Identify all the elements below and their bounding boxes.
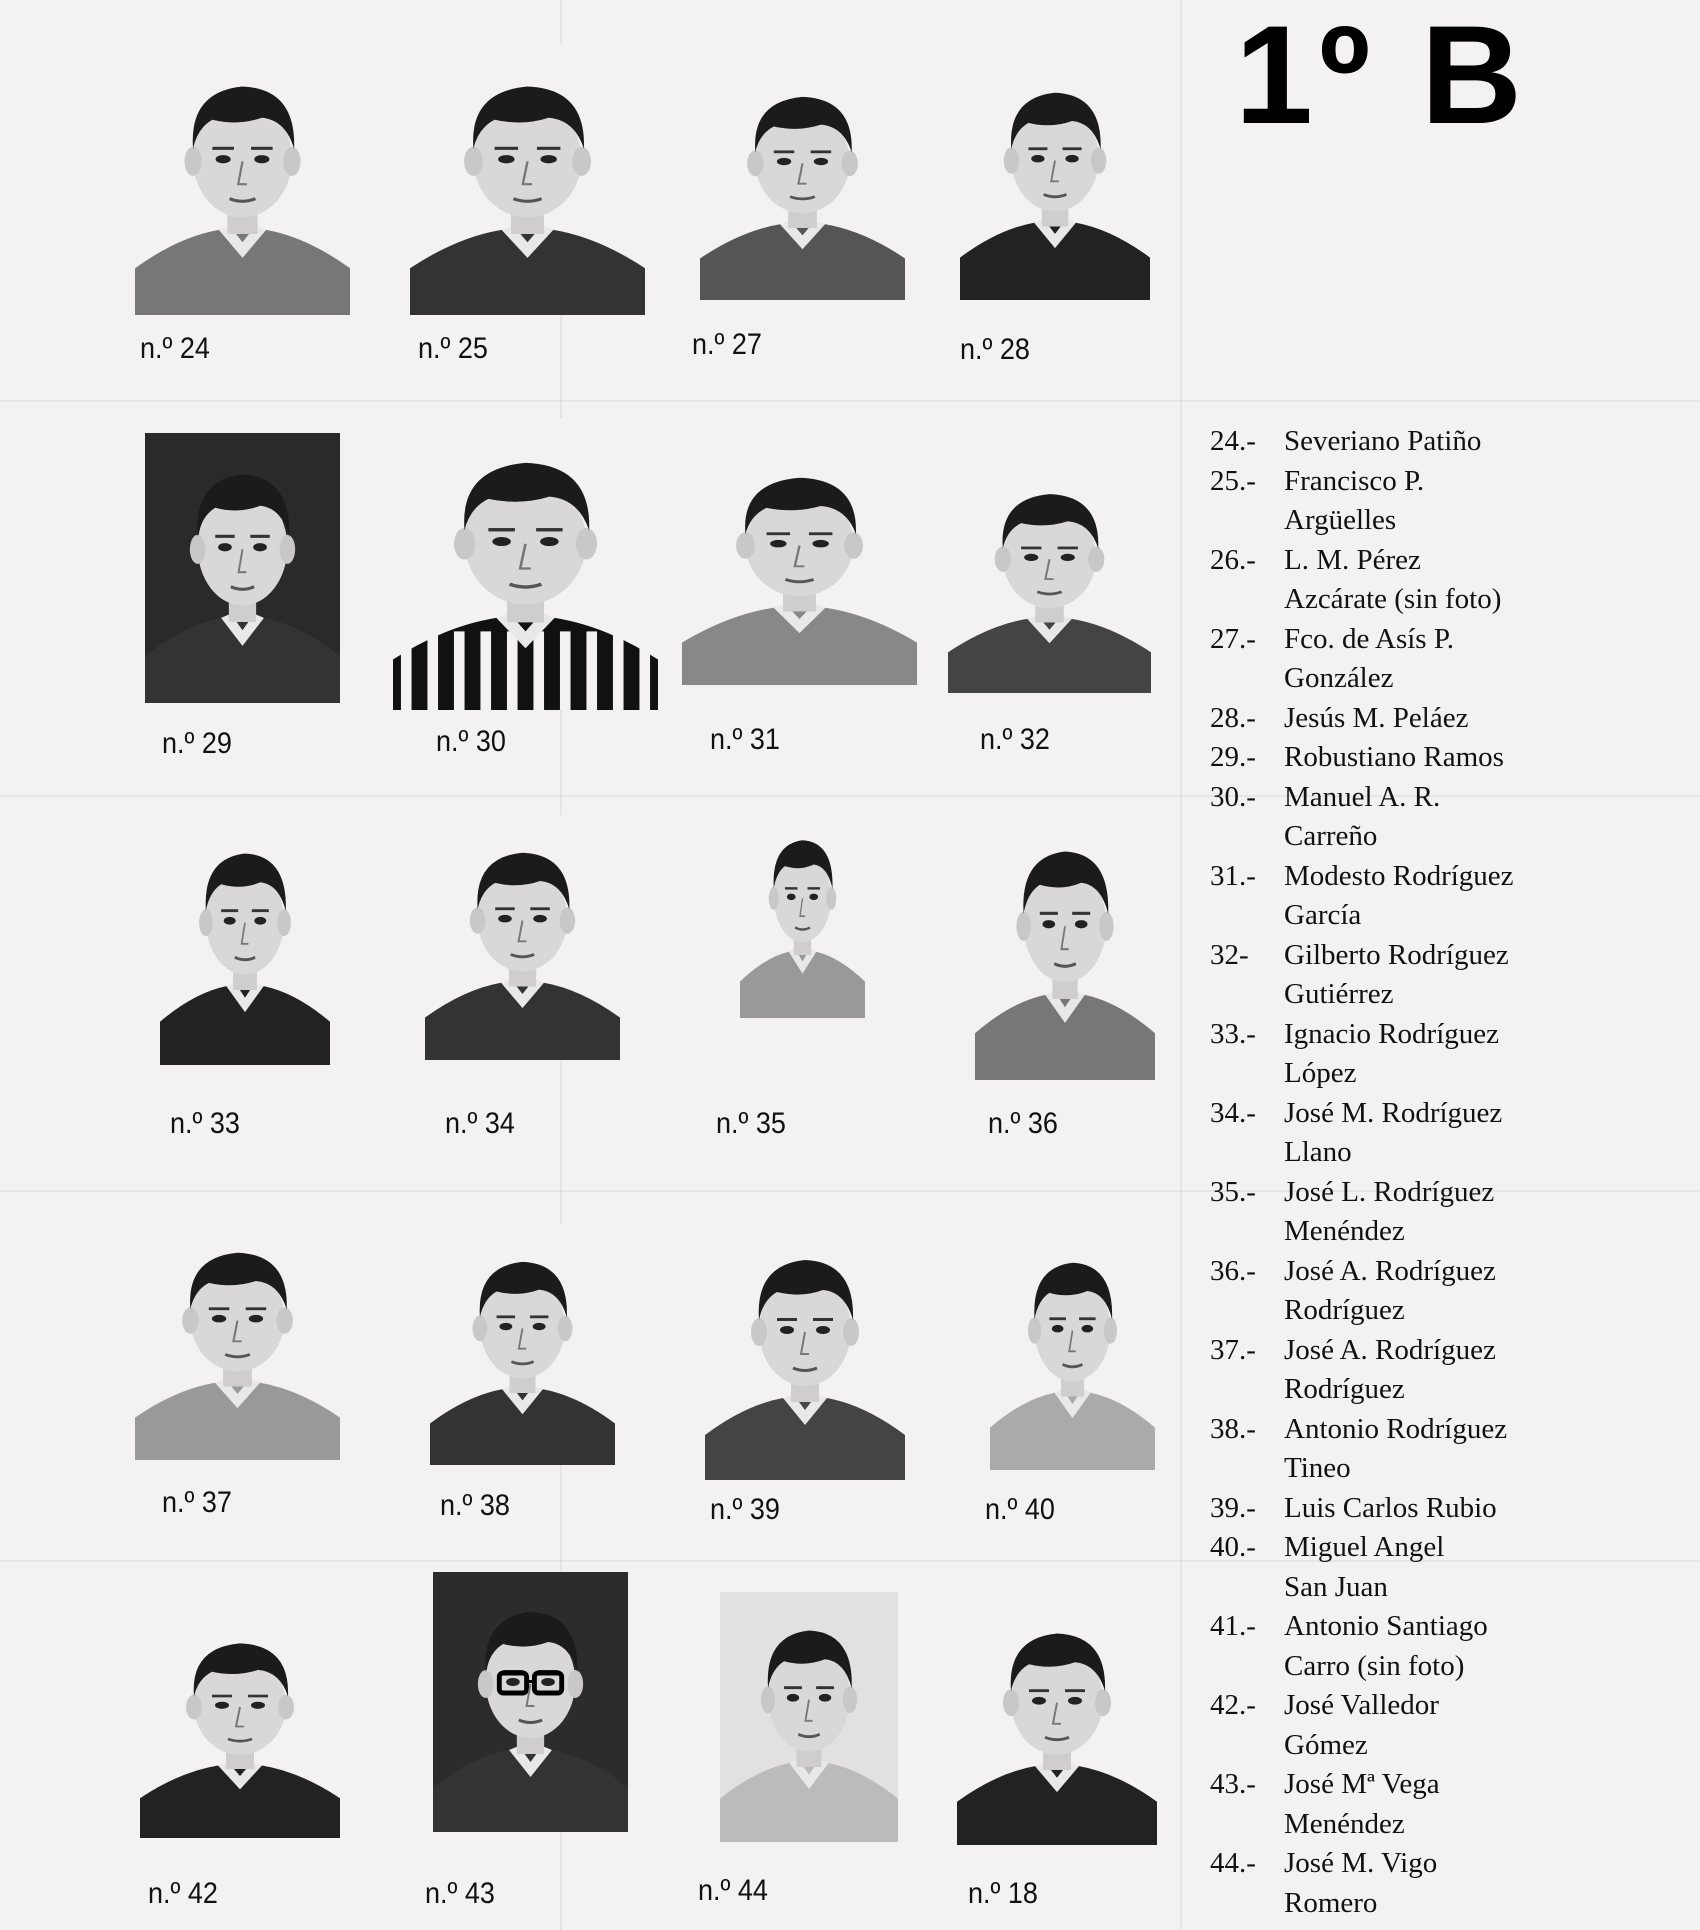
- roster-entry: [1210, 1331, 1680, 1410]
- student-photo: [720, 1592, 898, 1842]
- roster-number: 30.-: [1210, 780, 1256, 813]
- student-photo: [957, 1595, 1157, 1845]
- roster-name-line: Gilberto Rodríguez: [1284, 938, 1509, 971]
- roster-name-line: Robustiano Ramos: [1284, 741, 1504, 773]
- class-title: 1º B: [1235, 0, 1528, 153]
- roster-entry: [1210, 857, 1680, 936]
- student-photo: [410, 45, 645, 315]
- photo-caption: n.º 30: [436, 725, 506, 758]
- student-photo: [740, 808, 865, 1018]
- roster-name: [1284, 1015, 1680, 1094]
- photo-caption: n.º 32: [980, 723, 1050, 756]
- roster-name-line: L. M. Pérez: [1284, 543, 1421, 576]
- roster-name-line: Rodríguez: [1284, 1294, 1405, 1326]
- roster-number: 40.-: [1210, 1531, 1256, 1563]
- roster-name-line: Azcárate (sin foto): [1284, 583, 1502, 615]
- student-photo: [990, 1225, 1155, 1470]
- roster-name-line: García: [1284, 899, 1362, 931]
- roster-name-line: Manuel A. R.: [1284, 780, 1441, 813]
- roster-name: [1284, 1686, 1680, 1765]
- roster-name: [1284, 1173, 1680, 1252]
- roster-name-line: José A. Rodríguez: [1284, 1333, 1496, 1366]
- roster-entry: [1210, 738, 1680, 778]
- photo-caption: n.º 39: [710, 1493, 780, 1526]
- student-photo: [433, 1572, 628, 1832]
- roster-name-line: Fco. de Asís P.: [1284, 622, 1455, 655]
- roster-name-line: José Valledor: [1284, 1689, 1439, 1721]
- roster-name: [1284, 1528, 1680, 1607]
- roster-number: 35.-: [1210, 1175, 1256, 1208]
- photo-caption: n.º 25: [418, 332, 488, 365]
- roster-name-line: Menéndez: [1284, 1215, 1405, 1247]
- roster-name-line: Miguel Angel: [1284, 1531, 1445, 1563]
- roster-entry: [1210, 778, 1680, 857]
- roster-name-line: Carreño: [1284, 820, 1378, 852]
- photo-caption: n.º 33: [170, 1107, 240, 1140]
- roster-name-line: Antonio Rodríguez: [1284, 1412, 1508, 1445]
- roster-entry: [1210, 1765, 1680, 1844]
- photo-caption: n.º 36: [988, 1107, 1058, 1140]
- roster-name: [1284, 1489, 1680, 1529]
- roster-name-line: Argüelles: [1284, 504, 1397, 536]
- roster-number: 44.-: [1210, 1847, 1256, 1879]
- student-photo: [145, 433, 340, 703]
- roster-entry: [1210, 1015, 1680, 1094]
- photo-caption: n.º 24: [140, 332, 210, 365]
- student-photo: [948, 458, 1151, 693]
- roster-name: [1284, 1410, 1680, 1489]
- paper-fold: [0, 400, 1700, 402]
- roster-entry: [1210, 620, 1680, 699]
- roster-entry: [1210, 1844, 1680, 1923]
- roster-entry: [1210, 936, 1680, 1015]
- roster-name-line: San Juan: [1284, 1570, 1388, 1603]
- student-photo: [140, 1608, 340, 1838]
- roster-entry: [1210, 422, 1680, 462]
- roster-name: [1284, 936, 1680, 1015]
- roster-name: [1284, 1844, 1680, 1923]
- photo-caption: n.º 31: [710, 723, 780, 756]
- photo-caption: n.º 38: [440, 1489, 510, 1522]
- student-photo: [700, 60, 905, 300]
- roster-number: 38.-: [1210, 1412, 1256, 1445]
- roster-entry: [1210, 699, 1680, 739]
- photo-caption: n.º 18: [968, 1877, 1038, 1910]
- roster-name-line: Menéndez: [1284, 1807, 1405, 1840]
- roster-entry: [1210, 1173, 1680, 1252]
- photo-caption: n.º 29: [162, 727, 232, 760]
- roster-entry: [1210, 462, 1680, 541]
- roster-number: 27.-: [1210, 622, 1256, 655]
- roster-entry: [1210, 1607, 1680, 1686]
- roster-entry: [1210, 1686, 1680, 1765]
- roster-name: [1284, 738, 1680, 778]
- roster-name: [1284, 1094, 1680, 1173]
- roster-entry: [1210, 1528, 1680, 1607]
- roster-name: [1284, 620, 1680, 699]
- roster-number: 42.-: [1210, 1689, 1256, 1721]
- roster-number: 36.-: [1210, 1254, 1256, 1287]
- photo-caption: n.º 44: [698, 1874, 768, 1907]
- roster-name-line: Ignacio Rodríguez: [1284, 1017, 1500, 1050]
- roster-name-line: Gutiérrez: [1284, 978, 1394, 1010]
- roster-number: 39.-: [1210, 1491, 1256, 1524]
- photo-caption: n.º 43: [425, 1877, 495, 1910]
- roster-name: [1284, 462, 1680, 541]
- student-photo: [393, 418, 658, 710]
- student-photo: [960, 55, 1150, 300]
- roster-name: [1284, 1607, 1680, 1686]
- roster-number: 41.-: [1210, 1610, 1256, 1642]
- roster-entry: [1210, 1252, 1680, 1331]
- student-photo: [160, 815, 330, 1065]
- roster-name-line: López: [1284, 1057, 1357, 1089]
- student-photo: [430, 1225, 615, 1465]
- roster-name-line: González: [1284, 662, 1394, 694]
- roster-number: 24.-: [1210, 425, 1256, 457]
- roster-name-line: Francisco P.: [1284, 464, 1425, 497]
- roster-number: 32-: [1210, 938, 1249, 971]
- roster-number: 28.-: [1210, 701, 1256, 734]
- roster-number: 25.-: [1210, 464, 1256, 497]
- roster-name-line: Romero: [1284, 1886, 1378, 1919]
- student-photo: [425, 815, 620, 1060]
- roster-name-line: Gómez: [1284, 1728, 1368, 1761]
- roster-entry: [1210, 1094, 1680, 1173]
- roster-name-line: José L. Rodríguez: [1284, 1175, 1495, 1208]
- student-photo: [135, 45, 350, 315]
- roster-name-line: Jesús M. Peláez: [1284, 701, 1469, 734]
- photo-caption: n.º 42: [148, 1877, 218, 1910]
- roster-number: 37.-: [1210, 1333, 1256, 1366]
- roster-name-line: Antonio Santiago: [1284, 1610, 1488, 1642]
- roster-number: 29.-: [1210, 741, 1256, 773]
- roster-number: 26.-: [1210, 543, 1256, 576]
- student-photo: [135, 1215, 340, 1460]
- roster-number: 31.-: [1210, 859, 1256, 892]
- photo-caption: n.º 28: [960, 333, 1030, 366]
- photo-caption: n.º 40: [985, 1493, 1055, 1526]
- photo-caption: n.º 35: [716, 1107, 786, 1140]
- roster-name-line: Luis Carlos Rubio: [1284, 1491, 1497, 1524]
- roster-name-line: Llano: [1284, 1136, 1352, 1168]
- roster-number: 43.-: [1210, 1768, 1256, 1800]
- roster-name-line: Rodríguez: [1284, 1373, 1405, 1405]
- roster-entry: [1210, 1410, 1680, 1489]
- roster-name: [1284, 778, 1680, 857]
- roster-name-line: Severiano Patiño: [1284, 425, 1482, 457]
- photo-caption: n.º 27: [692, 328, 762, 361]
- roster-name: [1284, 699, 1680, 739]
- roster-name: [1284, 541, 1680, 620]
- roster-name-line: Carro (sin foto): [1284, 1649, 1465, 1682]
- student-photo: [975, 810, 1155, 1080]
- photo-caption: n.º 34: [445, 1107, 515, 1140]
- roster-name: [1284, 1331, 1680, 1410]
- student-photo: [705, 1220, 905, 1480]
- photo-caption: n.º 37: [162, 1486, 232, 1519]
- roster-name-line: Tineo: [1284, 1452, 1351, 1484]
- student-roster: [1210, 422, 1680, 1923]
- roster-name-line: José A. Rodríguez: [1284, 1254, 1496, 1287]
- paper-fold: [1180, 0, 1182, 1930]
- roster-number: 33.-: [1210, 1017, 1256, 1050]
- roster-name-line: Modesto Rodríguez: [1284, 859, 1514, 892]
- roster-name: [1284, 1765, 1680, 1844]
- roster-entry: [1210, 541, 1680, 620]
- roster-name-line: José M. Rodríguez: [1284, 1096, 1503, 1129]
- roster-number: 34.-: [1210, 1096, 1256, 1129]
- roster-name: [1284, 422, 1680, 462]
- roster-name: [1284, 1252, 1680, 1331]
- roster-name-line: José Mª Vega: [1284, 1768, 1440, 1800]
- roster-name: [1284, 857, 1680, 936]
- roster-entry: [1210, 1489, 1680, 1529]
- roster-name-line: José M. Vigo: [1284, 1847, 1438, 1879]
- student-photo: [682, 440, 917, 685]
